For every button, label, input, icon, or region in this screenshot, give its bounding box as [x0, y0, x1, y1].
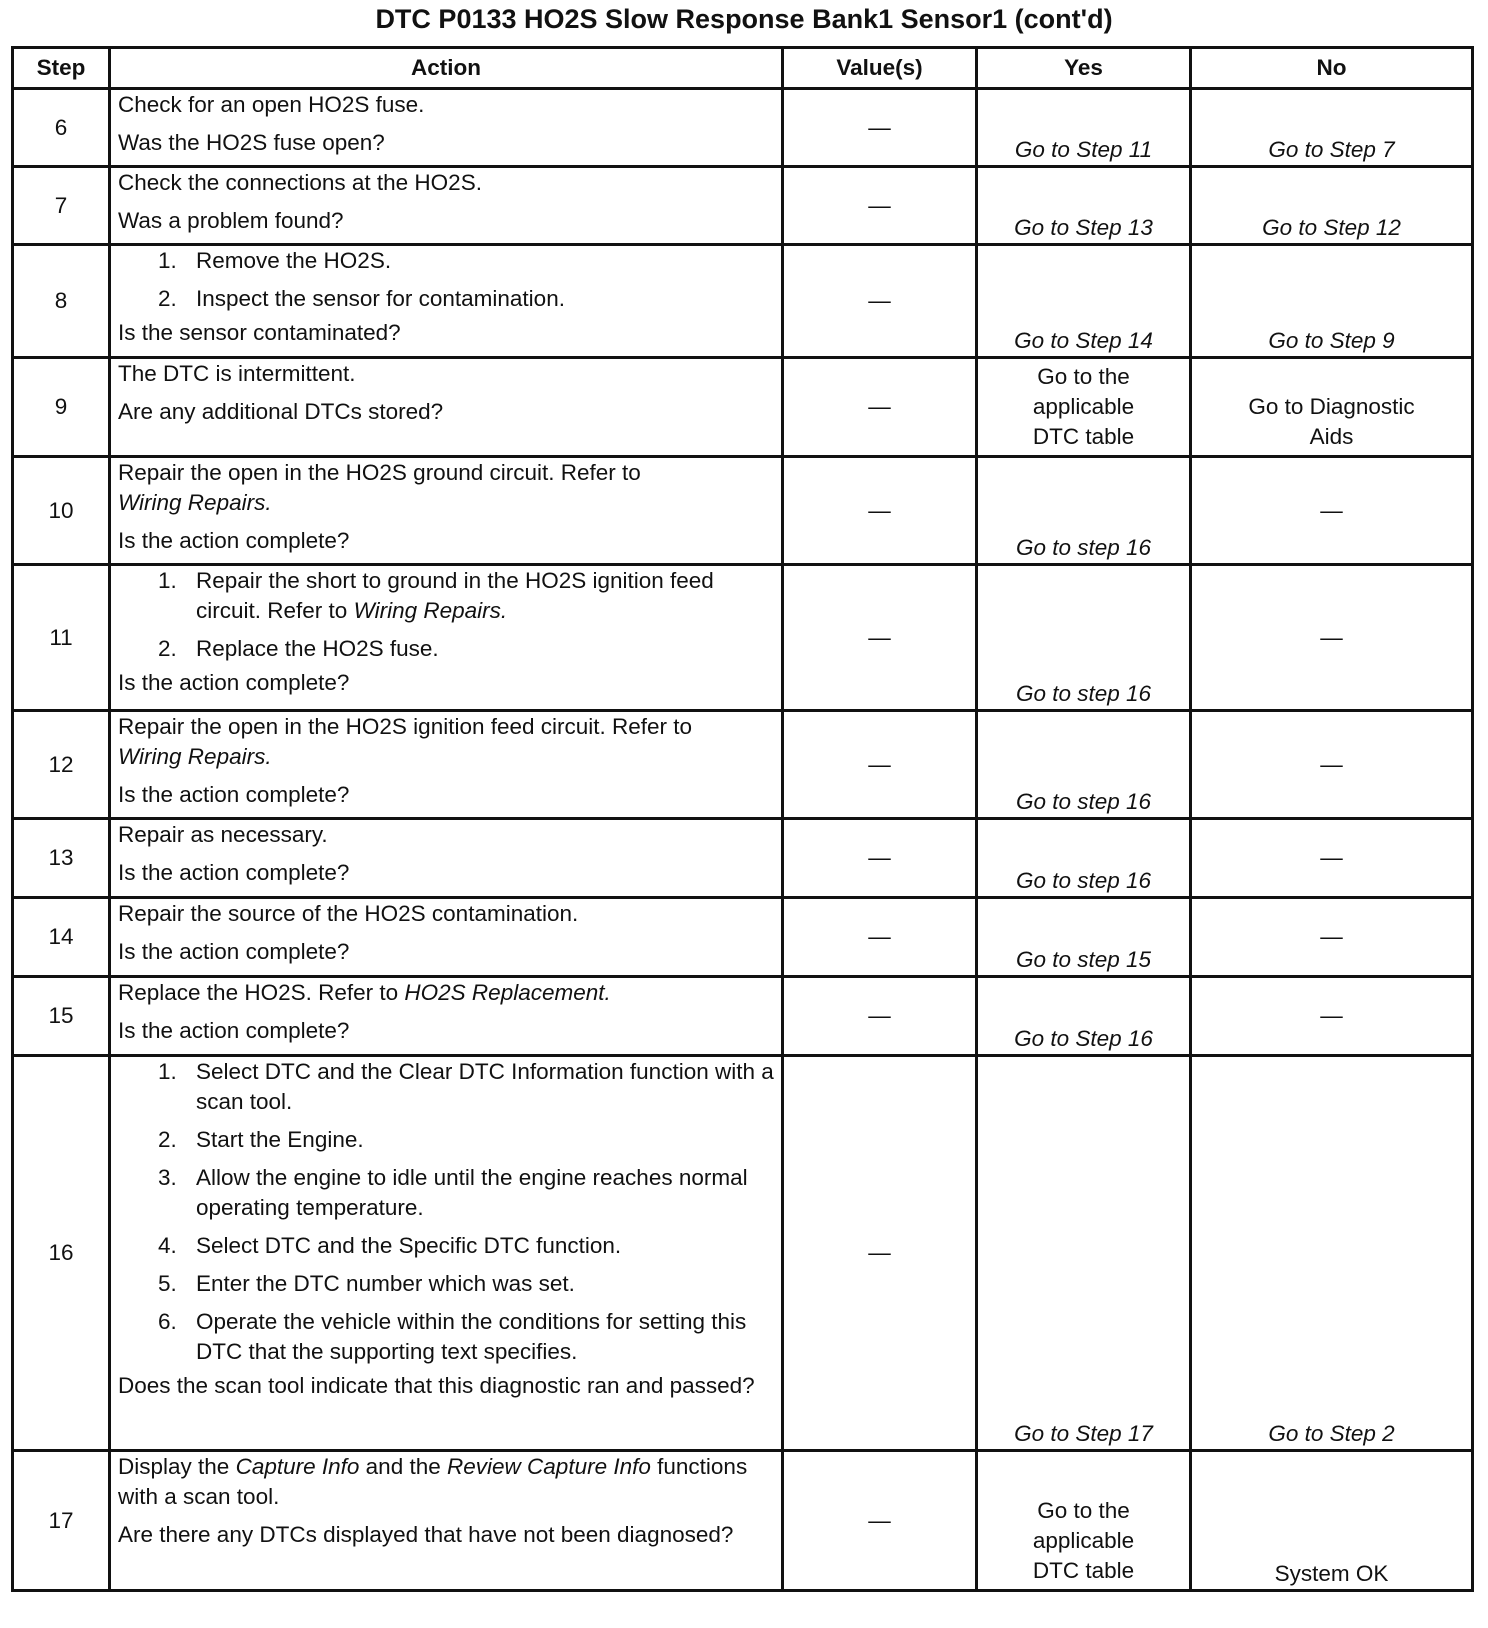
step-number: 16: [13, 1056, 110, 1451]
step-number: 14: [13, 898, 110, 977]
no-cell: [1191, 711, 1473, 819]
diagnostic-table: [11, 46, 1474, 1592]
list-item: 1. Select DTC and the Clear DTC Information function with a scan tool.: [158, 1059, 774, 1114]
table-row: [13, 1451, 1473, 1591]
action-text: Repair as necessary.: [118, 822, 328, 847]
no-dash: —: [1320, 751, 1343, 777]
action-cell: [110, 819, 783, 898]
action-cell: [110, 457, 783, 565]
value-cell: [783, 711, 977, 819]
value-dash: —: [868, 1240, 891, 1265]
action-question: Are any additional DTCs stored?: [118, 399, 444, 424]
value-dash: —: [868, 1507, 891, 1533]
step-number: 7: [13, 167, 110, 245]
list-item-text: Select DTC and the Clear DTC Information function with a scan tool.: [196, 1059, 774, 1114]
action-text: The DTC is intermittent.: [118, 361, 356, 386]
value-dash: —: [868, 497, 891, 523]
yes-goto: Go to step 16: [1015, 789, 1152, 814]
yes-goto: Go to Step 16: [1014, 1026, 1153, 1051]
action-cell: [110, 89, 783, 167]
list-item: 2. Replace the HO2S fuse.: [158, 636, 439, 661]
value-cell: [783, 89, 977, 167]
yes-goto: Go to Step 14: [1014, 328, 1153, 353]
action-cell: [110, 1056, 783, 1451]
step-number: 13: [13, 819, 110, 898]
yes-goto: Go to Step 13: [1014, 215, 1153, 240]
yes-goto: Go to step 16: [1015, 535, 1152, 560]
step-number: 15: [13, 977, 110, 1056]
action-question: Was the HO2S fuse open?: [118, 130, 385, 155]
display-text-a: Display the: [118, 1454, 230, 1479]
instruction-list: [118, 246, 774, 314]
action-text: Repair the source of the HO2S contamination.: [118, 901, 579, 926]
action-text: Check the connections at the HO2S.: [118, 170, 482, 195]
value-dash: —: [868, 114, 891, 140]
value-cell: [783, 977, 977, 1056]
no-cell: [1191, 89, 1473, 167]
list-item-text: Replace the HO2S fuse.: [196, 636, 439, 661]
yes-cell: [977, 711, 1191, 819]
ho2s-replacement-ref: HO2S Replacement.: [404, 980, 611, 1005]
list-item-text: Enter the DTC number which was set.: [196, 1271, 575, 1296]
header-values: Value(s): [783, 48, 977, 89]
action-text: Repair the open in the HO2S ignition feed circuit. Refer to: [118, 714, 693, 739]
action-question: Is the action complete?: [118, 782, 350, 807]
list-item: 1. Remove the HO2S.: [158, 248, 392, 273]
no-cell: [1191, 565, 1473, 711]
no-dash: —: [1320, 1003, 1343, 1028]
no-goto: Go to Step 9: [1268, 328, 1395, 353]
step-number: 11: [13, 565, 110, 711]
table-row: [13, 819, 1473, 898]
action-cell: [110, 358, 783, 457]
yes-cell: [977, 819, 1191, 898]
yes-cell: [977, 245, 1191, 358]
list-item: 5. Enter the DTC number which was set.: [158, 1271, 575, 1296]
action-text: [118, 978, 774, 1008]
wiring-repairs-ref: Wiring Repairs.: [353, 598, 508, 623]
table-row: [13, 977, 1473, 1056]
value-dash: —: [868, 751, 891, 777]
table-row: [13, 245, 1473, 358]
action-cell: [110, 245, 783, 358]
value-cell: [783, 565, 977, 711]
yes-goto: Go to step 16: [1015, 681, 1152, 706]
no-goto: Go to Step 12: [1262, 215, 1401, 240]
action-text: Check for an open HO2S fuse.: [118, 92, 425, 117]
table-row: [13, 89, 1473, 167]
review-capture-info-ref: Review Capture Info: [447, 1454, 651, 1479]
action-cell: [110, 1451, 783, 1591]
yes-cell: [977, 167, 1191, 245]
yes-cell: [977, 1056, 1191, 1451]
value-dash: —: [868, 1003, 891, 1028]
table-row: [13, 1056, 1473, 1451]
value-cell: [783, 245, 977, 358]
no-cell: [1191, 245, 1473, 358]
table-header-row: [13, 48, 1473, 89]
value-dash: —: [868, 288, 891, 313]
no-cell: [1191, 167, 1473, 245]
list-item-text: Allow the engine to idle until the engine reaches normal operating temperature.: [196, 1165, 748, 1220]
list-item-text: Select DTC and the Specific DTC function.: [196, 1233, 622, 1258]
no-dash: —: [1320, 624, 1343, 650]
value-dash: —: [868, 924, 891, 949]
no-goto: Go to Diagnostic Aids: [1248, 394, 1415, 449]
header-yes: Yes: [977, 48, 1191, 89]
value-dash: —: [868, 192, 891, 218]
no-dash: —: [1320, 845, 1343, 870]
table-row: [13, 711, 1473, 819]
yes-goto: Go to Step 11: [1014, 137, 1153, 162]
capture-info-ref: Capture Info: [235, 1454, 360, 1479]
list-item: 4. Select DTC and the Specific DTC function.: [158, 1233, 622, 1258]
action-text-plain: Replace the HO2S. Refer to: [118, 980, 399, 1005]
value-cell: [783, 457, 977, 565]
action-cell: [110, 711, 783, 819]
action-question: Is the action complete?: [118, 528, 350, 553]
table-row: [13, 167, 1473, 245]
table-row: [13, 457, 1473, 565]
no-goto: Go to Step 7: [1268, 137, 1395, 162]
action-question: Is the action complete?: [118, 939, 350, 964]
action-cell: [110, 898, 783, 977]
value-cell: [783, 819, 977, 898]
value-cell: [783, 167, 977, 245]
no-goto: System OK: [1274, 1561, 1389, 1586]
value-cell: [783, 898, 977, 977]
step-number: 8: [13, 245, 110, 358]
display-text-e: functions with a scan tool.: [118, 1454, 748, 1509]
no-dash: —: [1320, 924, 1343, 949]
table-row: [13, 898, 1473, 977]
value-cell: [783, 1451, 977, 1591]
value-cell: [783, 1056, 977, 1451]
step-number: 10: [13, 457, 110, 565]
no-cell: [1191, 358, 1473, 457]
yes-goto: Go to Step 17: [1014, 1421, 1153, 1446]
yes-goto: Go to the applicable DTC table: [1032, 1498, 1135, 1583]
list-item-text: Start the Engine.: [196, 1127, 364, 1152]
value-dash: —: [868, 845, 891, 870]
step-number: 9: [13, 358, 110, 457]
page-title: DTC P0133 HO2S Slow Response Bank1 Sensor1 (cont'd): [375, 4, 1113, 34]
header-no: No: [1191, 48, 1473, 89]
list-item: 6. Operate the vehicle within the conditions for setting this DTC that the supporting text specifies.: [158, 1309, 747, 1364]
instruction-list: [118, 1057, 774, 1367]
no-cell: [1191, 819, 1473, 898]
yes-cell: [977, 89, 1191, 167]
yes-cell: [977, 565, 1191, 711]
no-cell: [1191, 1056, 1473, 1451]
list-item: 2. Start the Engine.: [158, 1127, 364, 1152]
action-cell: [110, 565, 783, 711]
wiring-repairs-ref: Wiring Repairs.: [118, 744, 272, 769]
action-question: Is the sensor contaminated?: [118, 320, 401, 345]
yes-cell: [977, 1451, 1191, 1591]
list-item-text: Inspect the sensor for contamination.: [196, 286, 565, 311]
step-number: 6: [13, 89, 110, 167]
no-cell: [1191, 898, 1473, 977]
no-cell: [1191, 457, 1473, 565]
yes-goto: Go to step 16: [1015, 868, 1152, 893]
list-item-text: Repair the short to ground in the HO2S ignition feed circuit. Refer to: [196, 568, 714, 623]
display-text-c: and the: [365, 1454, 441, 1479]
header-step: Step: [13, 48, 110, 89]
table-row: [13, 358, 1473, 457]
action-question: Was a problem found?: [118, 208, 344, 233]
action-text: [118, 1452, 774, 1512]
action-question: Does the scan tool indicate that this diagnostic ran and passed?: [118, 1373, 755, 1398]
action-cell: [110, 167, 783, 245]
yes-cell: [977, 358, 1191, 457]
action-text: Repair the open in the HO2S ground circuit. Refer to: [118, 460, 641, 485]
instruction-list: [118, 566, 774, 664]
step-number: 17: [13, 1451, 110, 1591]
list-item: 1. Repair the short to ground in the HO2S ignition feed circuit. Refer to Wiring Repairs.: [158, 568, 714, 623]
table-row: [13, 565, 1473, 711]
yes-goto: Go to the applicable DTC table: [1032, 364, 1135, 449]
step-number: 12: [13, 711, 110, 819]
yes-cell: [977, 977, 1191, 1056]
no-dash: —: [1320, 497, 1343, 523]
value-dash: —: [868, 394, 891, 419]
no-cell: [1191, 977, 1473, 1056]
yes-cell: [977, 457, 1191, 565]
wiring-repairs-ref: Wiring Repairs.: [118, 490, 272, 515]
action-question: Is the action complete?: [118, 860, 350, 885]
yes-cell: [977, 898, 1191, 977]
value-dash: —: [868, 624, 891, 650]
no-cell: [1191, 1451, 1473, 1591]
yes-goto: Go to step 15: [1015, 947, 1152, 972]
action-question: Is the action complete?: [118, 1018, 350, 1043]
value-cell: [783, 358, 977, 457]
no-goto: Go to Step 2: [1268, 1421, 1395, 1446]
action-question: Is the action complete?: [118, 670, 350, 695]
list-item-text: Remove the HO2S.: [196, 248, 392, 273]
list-item: 3. Allow the engine to idle until the engine reaches normal operating temperature.: [158, 1165, 748, 1220]
action-question: Are there any DTCs displayed that have not been diagnosed?: [118, 1522, 734, 1547]
header-action: Action: [110, 48, 783, 89]
list-item-text: Operate the vehicle within the conditions for setting this DTC that the supporting text specifies.: [196, 1309, 747, 1364]
list-item: 2. Inspect the sensor for contamination.: [158, 286, 565, 311]
action-cell: [110, 977, 783, 1056]
